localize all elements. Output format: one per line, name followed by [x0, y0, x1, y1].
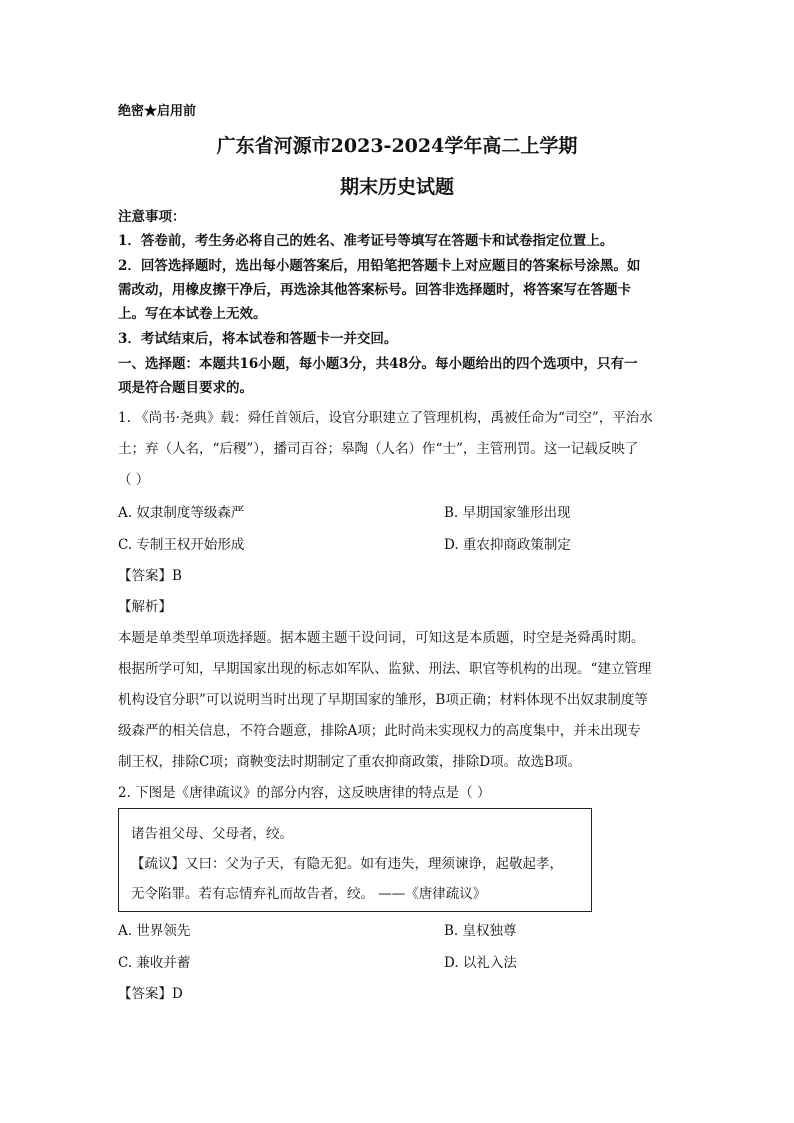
page-title: 广东省河源市2023-2024学年高二上学期 — [216, 135, 578, 157]
note-1: 1．答卷前，考生务必将自己的姓名、准考证号等填写在答题卡和试卷指定位置上。 — [118, 233, 614, 249]
question-1-analysis-line-2: 根据所学可知，早期国家出现的标志如军队、监狱、刑法、职官等机构的出现。“建立管理 — [118, 661, 652, 677]
question-2-source-box — [118, 808, 592, 912]
secret-label: 绝密★启用前 — [118, 104, 197, 119]
question-1-analysis-label: 【解析】 — [118, 599, 172, 615]
question-1-option-c: C. 专制王权开始形成 — [118, 537, 245, 553]
question-1-analysis-line-4: 级森严的相关信息，不符合题意，排除A项；此时尚未实现权力的高度集中，并未出现专 — [118, 723, 641, 739]
question-2-option-a: A. 世界领先 — [118, 923, 191, 939]
question-1-option-a: A. 奴隶制度等级森严 — [118, 505, 245, 521]
question-2-stem: 2. 下图是《唐律疏议》的部分内容，这反映唐律的特点是（ ） — [118, 785, 491, 801]
section-1-heading-line-1: 一、选择题：本题共16小题，每小题3分，共48分。每小题给出的四个选项中，只有一 — [118, 356, 638, 372]
question-1-option-d: D. 重农抑商政策制定 — [444, 537, 571, 553]
question-1-option-b: B. 早期国家雏形出现 — [444, 505, 571, 521]
note-2-line-1: 2．回答选择题时，选出每小题答案后，用铅笔把答题卡上对应题目的答案标号涂黑。如 — [118, 258, 641, 274]
question-1-stem-line-2: 土；弃（人名，“后稷”），播司百谷；皋陶（人名）作“士”，主管刑罚。这一记载反映了 — [118, 441, 639, 457]
question-1-analysis-line-1: 本题是单类型单项选择题。据本题主题干设问词，可知这是本质题，时空是尧舜禹时期。 — [118, 630, 645, 646]
question-1-analysis-line-5: 制王权，排除C项；商鞅变法时期制定了重农抑商政策，排除D项。故选B项。 — [118, 754, 582, 770]
note-3: 3．考试结束后，将本试卷和答题卡一并交回。 — [118, 331, 398, 347]
page-subtitle: 期末历史试题 — [339, 176, 454, 198]
question-1-analysis-line-3: 机构设官分职”可以说明当时出现了早期国家的雏形，B项正确；材料体现不出奴隶制度等 — [118, 692, 648, 708]
question-2-option-c: C. 兼收并蓄 — [118, 955, 191, 971]
note-2-line-3: 上。写在本试卷上无效。 — [118, 306, 267, 322]
question-1-stem-line-3: （ ） — [118, 472, 150, 488]
source-line-2: 【疏议】又曰：父为子天，有隐无犯。如有违失，理须谏诤，起敬起孝， — [131, 856, 563, 872]
section-1-heading-line-2: 项是符合题目要求的。 — [118, 380, 253, 396]
note-2-line-2: 需改动，用橡皮擦干净后，再选涂其他答案标号。回答非选择题时，将答案写在答题卡 — [118, 282, 631, 298]
question-2-option-b: B. 皇权独尊 — [444, 923, 517, 939]
question-2-option-d: D. 以礼入法 — [444, 955, 517, 971]
source-line-3: 无令陷罪。若有忘情弃礼而故告者，绞。 ——《唐律疏议》 — [131, 886, 487, 902]
question-1-answer: 【答案】B — [118, 568, 182, 584]
question-1-stem-line-1: 1. 《尚书·尧典》载：舜任首领后，设官分职建立了管理机构，禹被任命为“司空”，平治水 — [118, 410, 653, 426]
notes-heading: 注意事项： — [118, 209, 186, 225]
source-line-1: 诸告祖父母、父母者，绞。 — [131, 826, 293, 842]
question-2-answer: 【答案】D — [118, 986, 183, 1002]
